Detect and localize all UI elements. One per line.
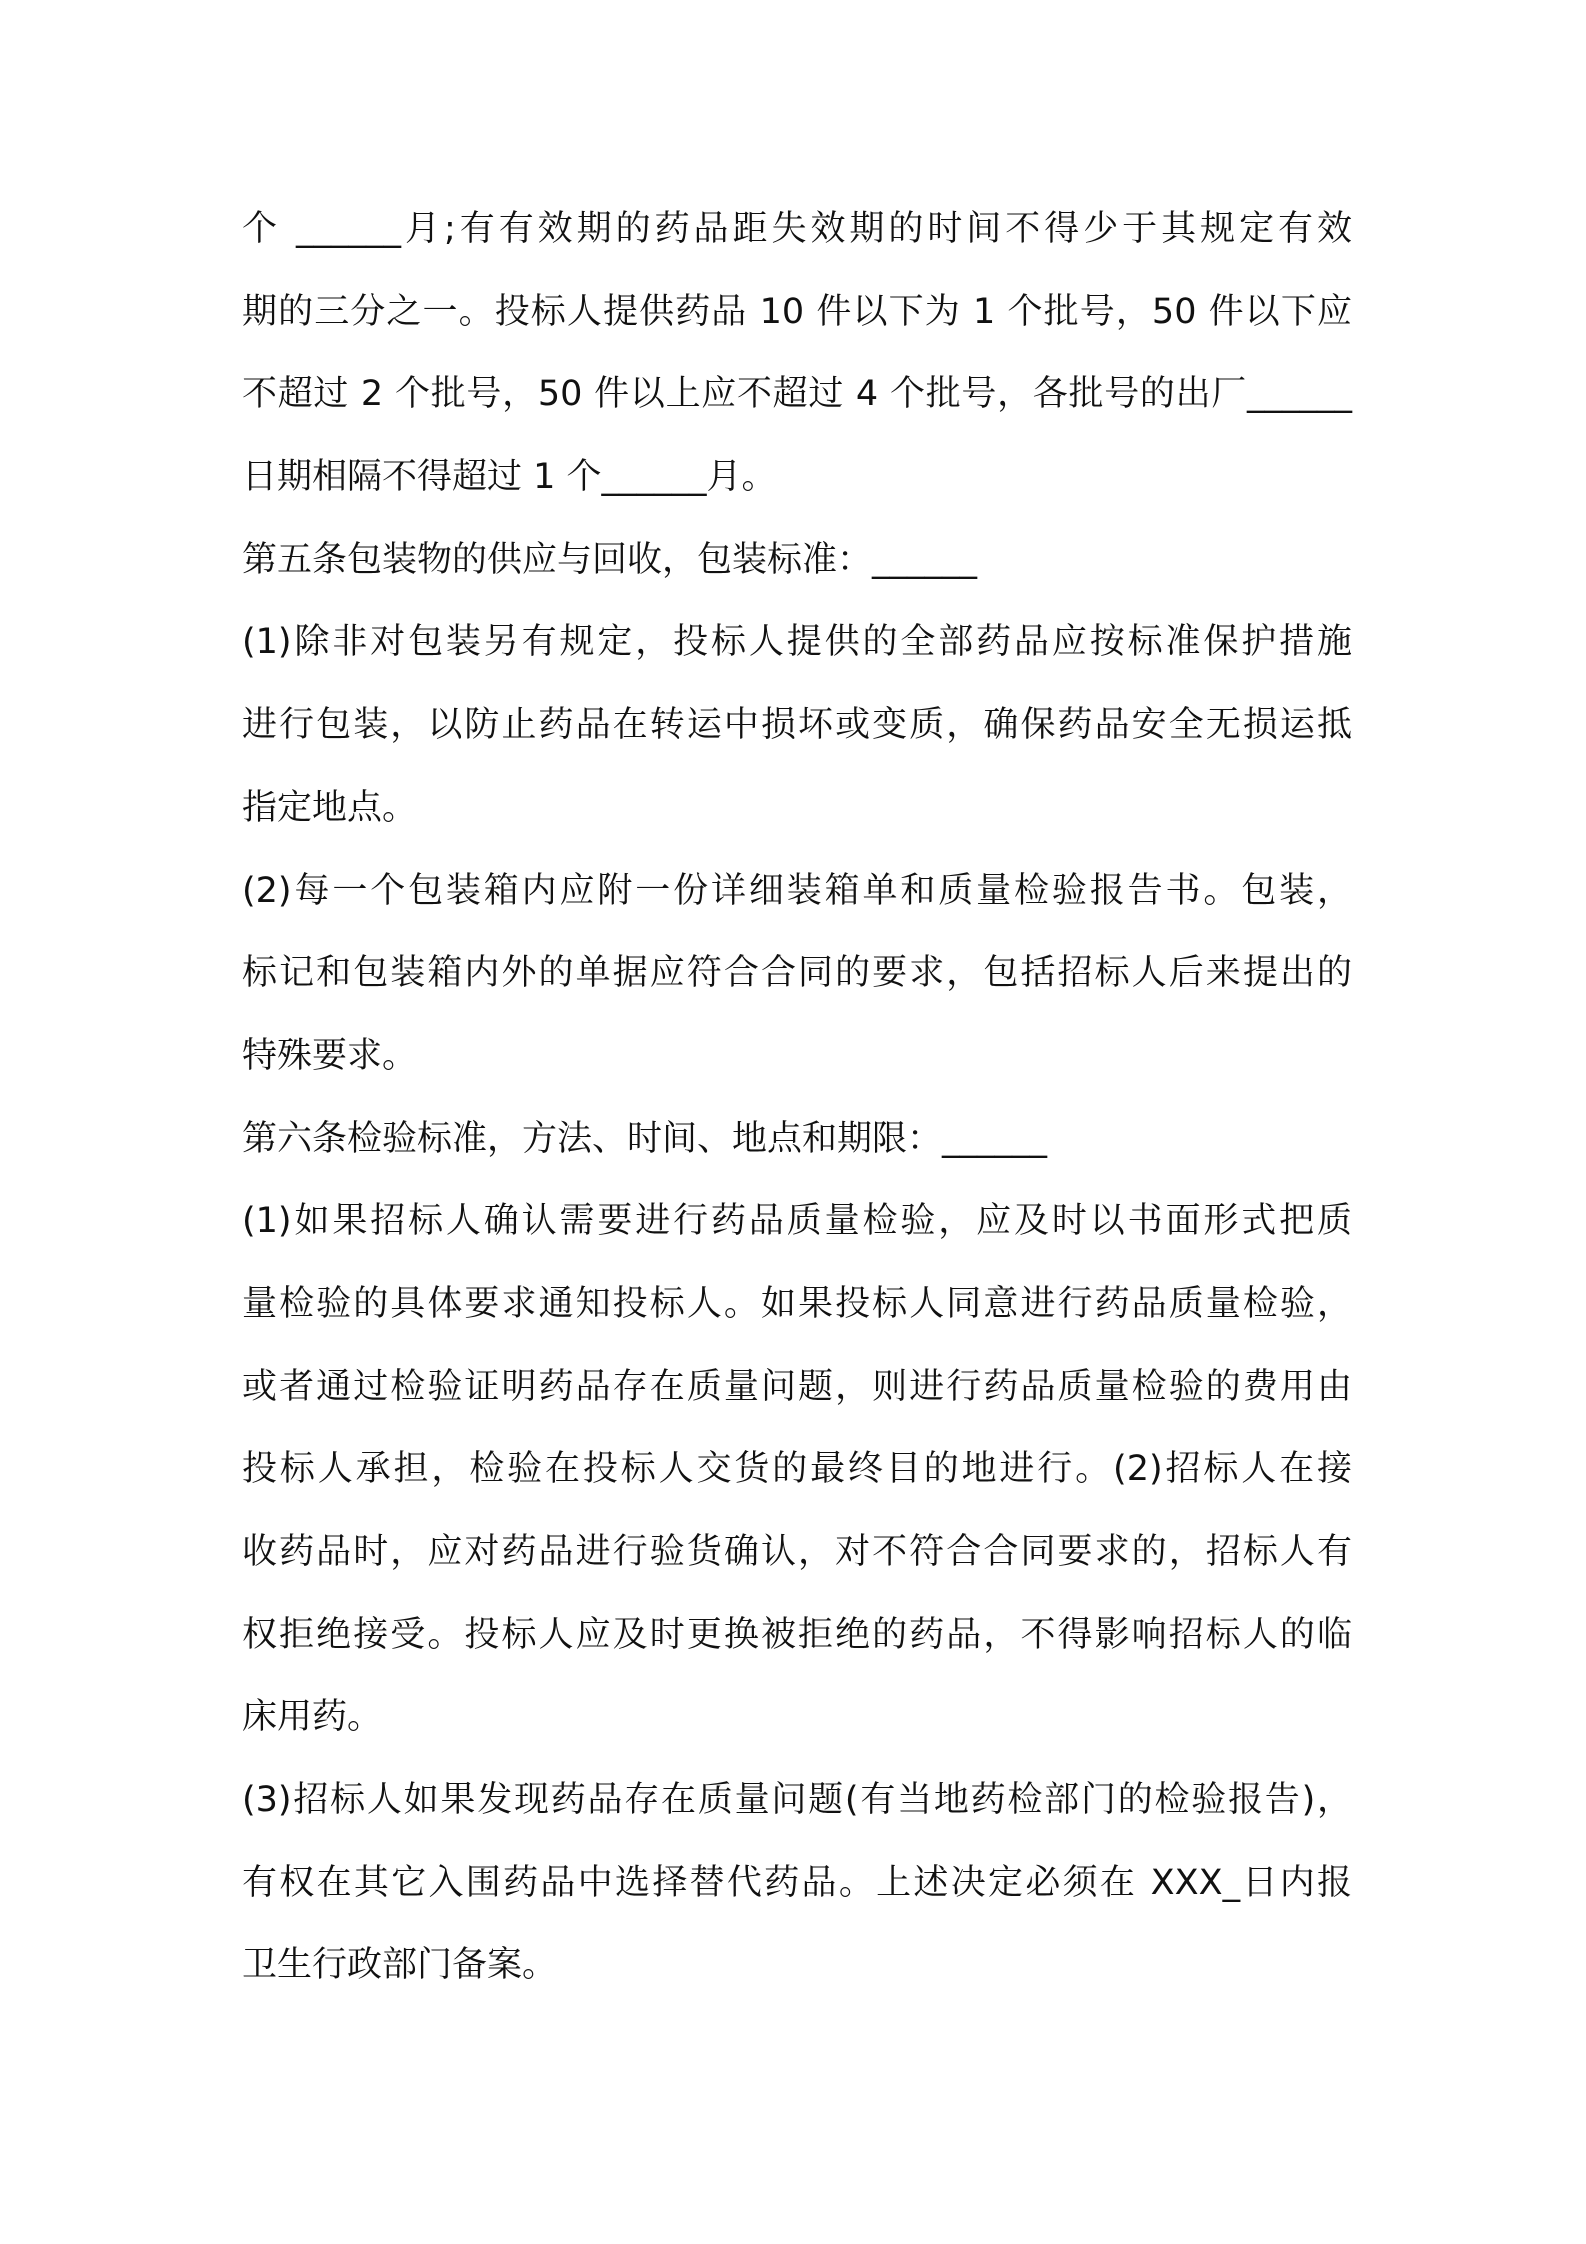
text-line: 投标人承担，检验在投标人交货的最终目的地进行。(2)招标人在接 bbox=[242, 1449, 1352, 1490]
text-line: 指定地点。 bbox=[242, 787, 418, 828]
text-line: 收药品时，应对药品进行验货确认，对不符合合同要求的，招标人有 bbox=[242, 1532, 1352, 1572]
text-line: (3)招标人如果发现药品存在质量问题(有当地药检部门的检验报告)， bbox=[242, 1780, 1352, 1821]
text-line: 期的三分之一。投标人提供药品 10 件以下为 1 个批号，50 件以下应 bbox=[242, 291, 1352, 332]
article-heading: 第六条检验标准，方法、时间、地点和期限：______ bbox=[242, 1118, 1048, 1159]
text-line: 有权在其它入围药品中选择替代药品。上述决定必须在 XXX_日内报 bbox=[242, 1862, 1352, 1903]
text-line: 不超过 2 个批号，50 件以上应不超过 4 个批号，各批号的出厂______ bbox=[242, 374, 1352, 415]
text-line: 床用药。 bbox=[242, 1697, 383, 1738]
text-line: 日期相隔不得超过 1 个______月。 bbox=[242, 457, 777, 498]
text-line: (1)如果招标人确认需要进行药品质量检验，应及时以书面形式把质 bbox=[242, 1201, 1352, 1242]
text-line: (1)除非对包装另有规定，投标人提供的全部药品应按标准保护措施 bbox=[242, 622, 1352, 663]
text-line: 进行包装，以防止药品在转运中损坏或变质，确保药品安全无损运抵 bbox=[242, 705, 1352, 746]
text-line: 量检验的具体要求通知投标人。如果投标人同意进行药品质量检验， bbox=[242, 1283, 1352, 1324]
document-body bbox=[242, 188, 1352, 2007]
article-heading: 第五条包装物的供应与回收，包装标准：______ bbox=[242, 539, 978, 580]
text-line: 个 ______月;有有效期的药品距失效期的时间不得少于其规定有效 bbox=[242, 209, 1352, 249]
text-line: 权拒绝接受。投标人应及时更换被拒绝的药品，不得影响招标人的临 bbox=[242, 1614, 1352, 1655]
text-line: 标记和包装箱内外的单据应符合合同的要求，包括招标人后来提出的 bbox=[242, 953, 1352, 994]
text-line: 特殊要求。 bbox=[242, 1035, 418, 1076]
text-line: 卫生行政部门备案。 bbox=[242, 1945, 558, 1986]
text-line: 或者通过检验证明药品存在质量问题，则进行药品质量检验的费用由 bbox=[242, 1366, 1352, 1407]
text-line: (2)每一个包装箱内应附一份详细装箱单和质量检验报告书。包装， bbox=[242, 870, 1352, 911]
